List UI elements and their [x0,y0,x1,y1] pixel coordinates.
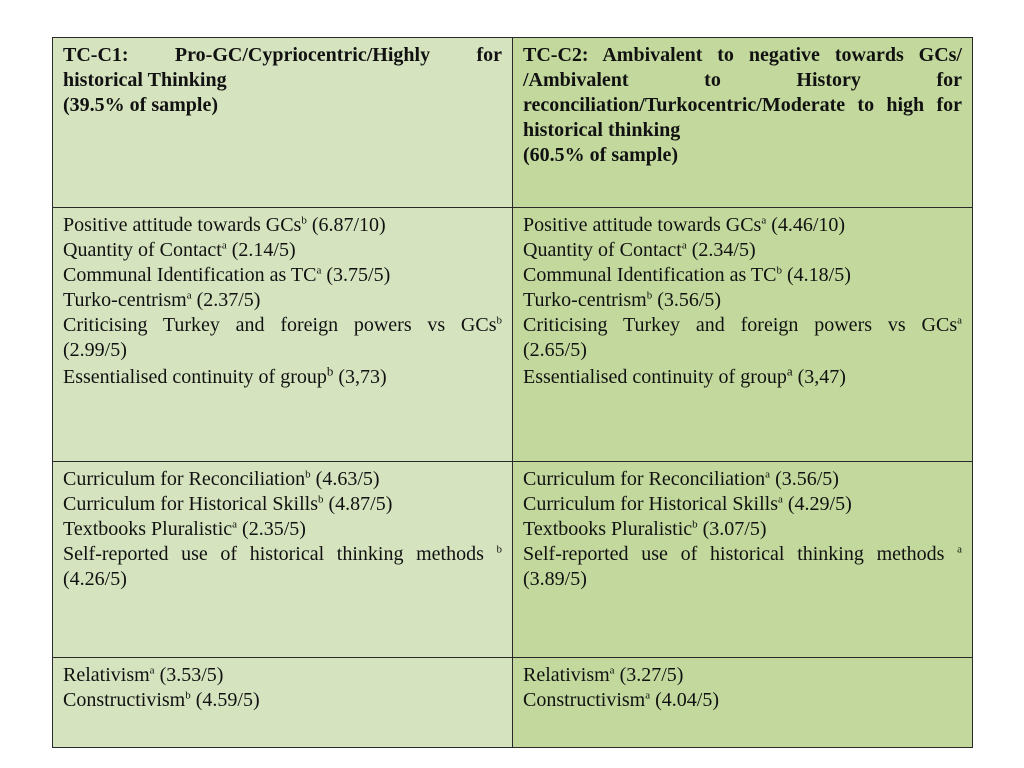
list-item: Textbooks Pluralistic$^b$ (3.07/5) [523,518,767,540]
list-item: Essentialised continuity of group$^a$ (3,47) [523,363,846,388]
cluster-2-sample-share: (60.5% of sample) [523,144,678,166]
cluster-1-epistemology [53,658,513,748]
list-item: Criticising Turkey and foreign powers vs GCs$^a$ (2.65/5) [523,314,962,361]
curriculum-row [53,462,973,658]
list-item: Turko-centrism$^a$ (2.37/5) [63,289,261,311]
header-row [53,38,973,208]
cluster-1-attitudes [53,208,513,462]
list-item: Textbooks Pluralistic$^a$ (2.35/5) [63,518,306,540]
epistemology-row [53,658,973,748]
list-item: Quantity of Contact$^a$ (2.34/5) [523,239,756,261]
list-item: Relativism$^a$ (3.27/5) [523,664,684,686]
cluster-2-attitudes [513,208,973,462]
list-item: Curriculum for Historical Skills$^a$ (4.29/5) [523,493,852,515]
list-item: Curriculum for Historical Skills$^b$ (4.87/5) [63,493,393,515]
list-item: Curriculum for Reconciliation$^a$ (3.56/5) [523,468,839,490]
cluster-1-sample-share: (39.5% of sample) [63,94,218,116]
list-item: Quantity of Contact$^a$ (2.14/5) [63,239,296,261]
cluster-1-curriculum [53,462,513,658]
list-item: Turko-centrism$^b$ (3.56/5) [523,289,722,311]
list-item: Self-reported use of historical thinking methods $^b$ (4.26/5) [63,543,502,590]
list-item: Essentialised continuity of group$^b$ (3,73) [63,363,387,388]
list-item: Curriculum for Reconciliation$^b$ (4.63/5) [63,468,380,490]
list-item: Communal Identification as $TC^b$ (4.18/5) [523,264,851,286]
cluster-2-title: TC-C2: Ambivalent to negative towards GCs/ /Ambivalent to History for reconciliation/Turkocentric/Moderate to high for historical thinking [523,44,962,141]
list-item: Communal Identification as $TC^a$ (3.75/5) [63,264,391,286]
list-item: Relativism$^a$ (3.53/5) [63,664,224,686]
cluster-2-header [513,38,973,208]
cluster-1-header [53,38,513,208]
list-item: Positive attitude towards GCs$^a$ (4.46/10) [523,214,846,236]
attitudes-row [53,208,973,462]
cluster-2-epistemology [513,658,973,748]
cluster-2-curriculum [513,462,973,658]
cluster-1-title: TC-C1: Pro-GC/Cypriocentric/Highly for historical Thinking [63,44,502,91]
list-item: Constructivism$^a$ (4.04/5) [523,689,720,711]
list-item: Positive attitude towards GCs$^b$ (6.87/10) [63,214,386,236]
list-item: Criticising Turkey and foreign powers vs GCs$^b$ (2.99/5) [63,314,502,361]
list-item: Self-reported use of historical thinking methods $^a$ (3.89/5) [523,543,962,590]
list-item: Constructivism$^b$ (4.59/5) [63,689,260,711]
cluster-comparison-table [52,37,973,748]
